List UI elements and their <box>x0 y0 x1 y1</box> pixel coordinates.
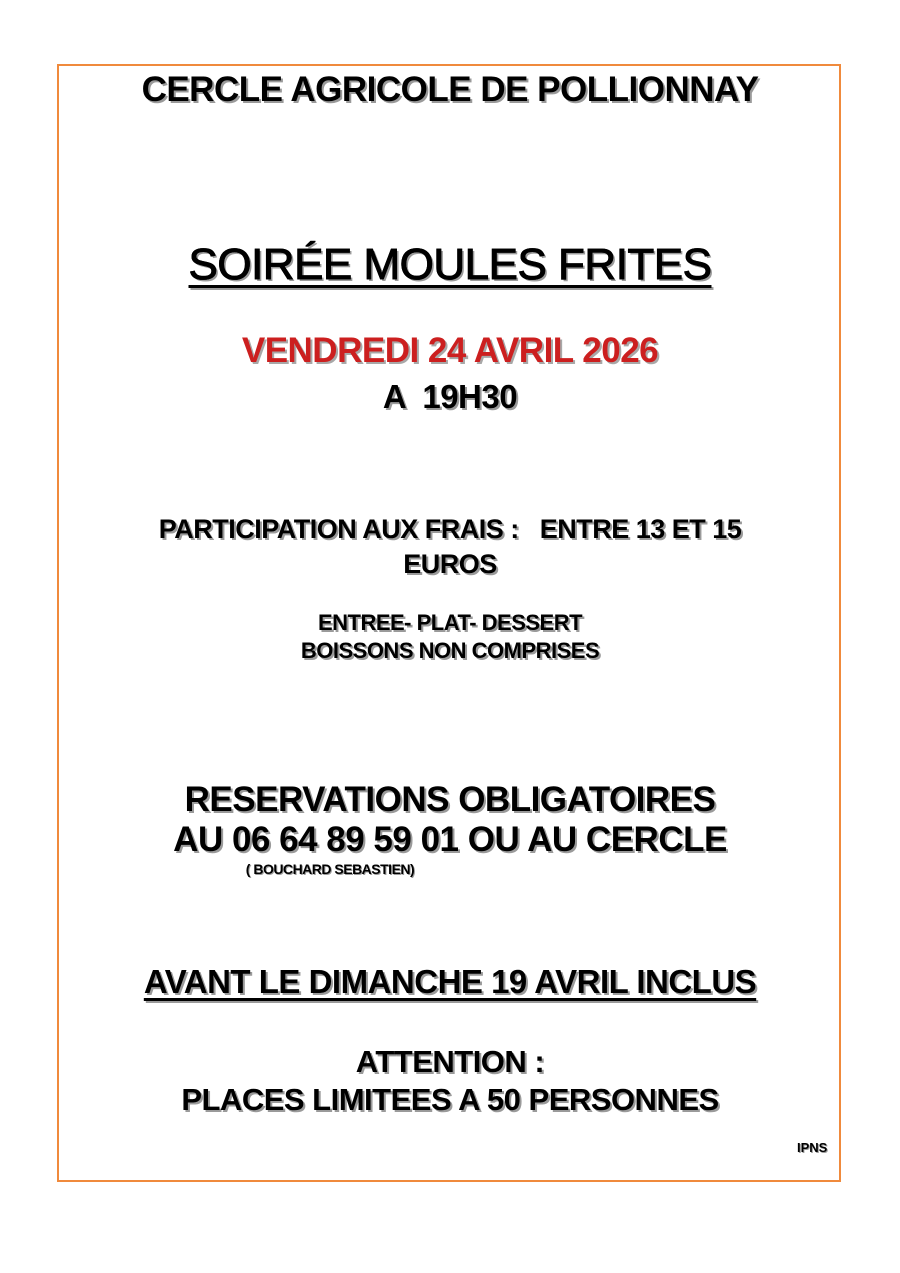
capacity-notice: PLACES LIMITEES A 50 PERSONNES <box>181 1082 719 1117</box>
event-title: SOIRÉE MOULES FRITES <box>188 240 712 289</box>
organizer-title: CERCLE AGRICOLE DE POLLIONNAY <box>141 70 759 109</box>
reservation-phone: AU 06 64 89 59 01 OU AU CERCLE <box>173 820 727 859</box>
attention-heading: ATTENTION : <box>355 1044 545 1079</box>
event-time: A 19H30 <box>382 378 518 415</box>
price-line: PARTICIPATION AUX FRAIS : ENTRE 13 ET 15 <box>158 514 742 544</box>
reservation-heading: RESERVATIONS OBLIGATOIRES <box>184 780 716 819</box>
price-line-continued: EUROS <box>403 549 497 579</box>
ipns-mark: IPNS <box>797 1140 828 1155</box>
menu-courses: ENTREE- PLAT- DESSERT <box>317 610 583 635</box>
reservation-contact-name: ( BOUCHARD SEBASTIEN) <box>245 861 415 877</box>
menu-drinks-note: BOISSONS NON COMPRISES <box>300 638 600 663</box>
reservation-deadline: AVANT LE DIMANCHE 19 AVRIL INCLUS <box>143 963 757 1000</box>
event-date: VENDREDI 24 AVRIL 2026 <box>241 331 659 370</box>
